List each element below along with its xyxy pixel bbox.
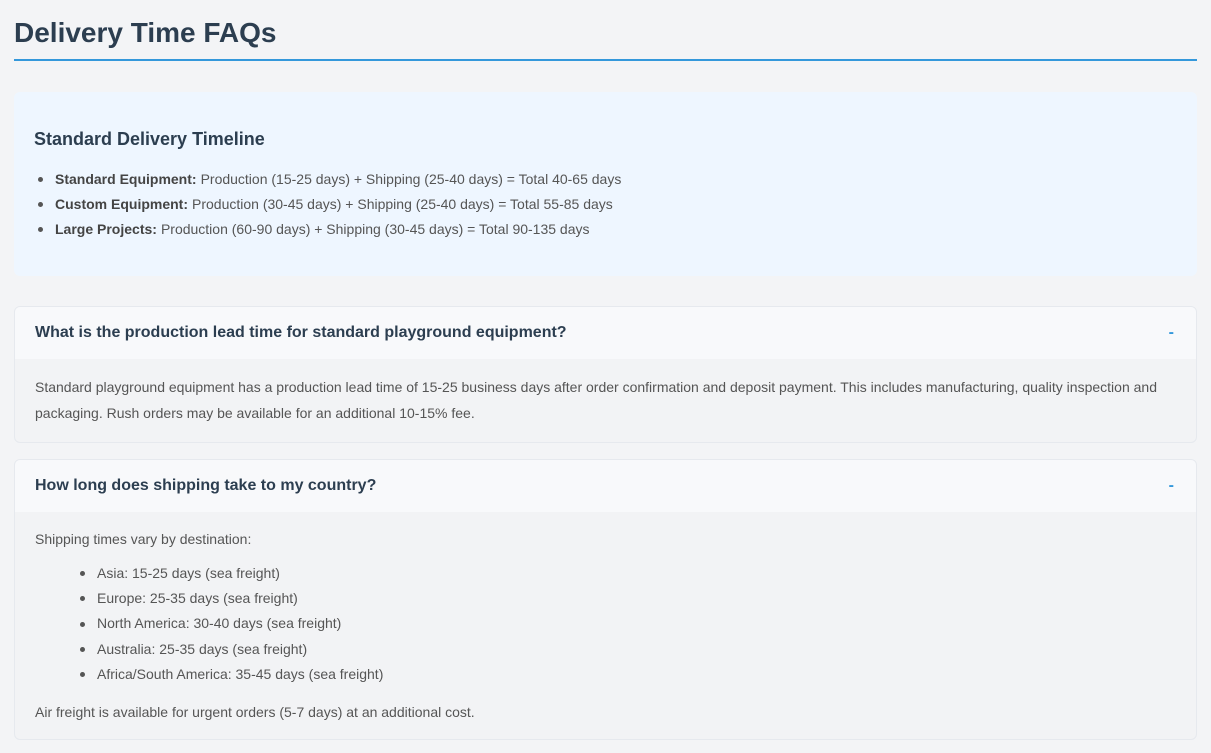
faq-answer-note: Air freight is available for urgent orders (5-7 days) at an additional cost. — [35, 704, 475, 721]
destination-item — [80, 561, 1176, 586]
faq-question-toggle[interactable] — [15, 307, 1196, 359]
destination-list — [35, 561, 1176, 687]
timeline-item-text: Production (15-25 days) + Shipping (25-40 days) = Total 40-65 days — [200, 171, 622, 187]
faq-question-toggle[interactable] — [15, 460, 1196, 512]
destination-text: North America: 30-40 days (sea freight) — [97, 615, 342, 632]
faq-item-shipping-time — [14, 459, 1197, 740]
bullet-dot — [80, 596, 85, 601]
faq-answer — [15, 359, 1196, 442]
delivery-timeline-panel — [14, 92, 1197, 276]
destination-item — [80, 662, 1176, 687]
bullet-dot — [38, 202, 43, 207]
destination-text: Europe: 25-35 days (sea freight) — [97, 590, 298, 607]
faq-question: How long does shipping take to my country? — [35, 477, 377, 494]
collapse-minus-icon[interactable]: - — [1168, 324, 1174, 341]
destination-text: Australia: 25-35 days (sea freight) — [97, 640, 308, 657]
timeline-item-label: Custom Equipment: — [55, 196, 188, 212]
destination-text: Asia: 15-25 days (sea freight) — [97, 565, 280, 581]
destination-item — [80, 611, 1176, 636]
bullet-dot — [80, 571, 85, 576]
bullet-dot — [80, 672, 85, 677]
faq-answer-text: Standard playground equipment has a production lead time of 15-25 business days after order confirmation and deposit payment. This includes manufacturing, quality inspection and packaging. Rush orders may be available for an additional 10-15% fee. — [35, 379, 1157, 421]
timeline-item-label: Large Projects: — [55, 221, 157, 237]
timeline-item-label: Standard Equipment: — [55, 171, 197, 187]
faq-answer — [15, 512, 1196, 739]
timeline-item — [38, 217, 1177, 242]
timeline-list — [34, 167, 1177, 242]
timeline-item-text: Production (60-90 days) + Shipping (30-45 days) = Total 90-135 days — [160, 221, 590, 237]
faq-item-production-lead-time — [14, 306, 1197, 443]
bullet-dot — [80, 622, 85, 627]
faq-answer-intro: Shipping times vary by destination: — [35, 531, 252, 547]
destination-text: Africa/South America: 35-45 days (sea freight) — [97, 665, 384, 682]
timeline-item — [38, 192, 1177, 217]
destination-item — [80, 586, 1176, 611]
page-title: Delivery Time FAQs — [14, 0, 1197, 61]
timeline-item — [38, 167, 1177, 192]
bullet-dot — [38, 227, 43, 232]
timeline-item-text: Production (30-45 days) + Shipping (25-40 days) = Total 55-85 days — [192, 196, 613, 212]
timeline-title: Standard Delivery Timeline — [34, 129, 265, 149]
bullet-dot — [80, 647, 85, 652]
collapse-minus-icon[interactable]: - — [1168, 477, 1174, 494]
destination-item — [80, 637, 1176, 662]
faq-question: What is the production lead time for standard playground equipment? — [35, 324, 567, 341]
bullet-dot — [38, 177, 43, 182]
